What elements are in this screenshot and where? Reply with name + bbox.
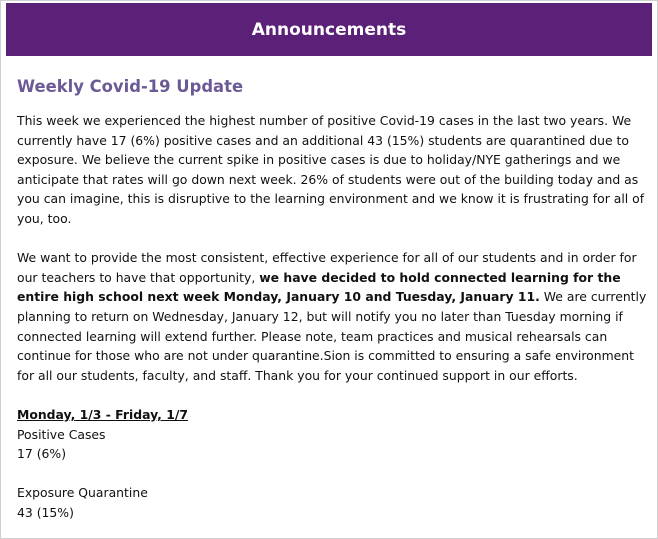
date-range: Monday, 1/3 - Friday, 1/7 [17, 406, 188, 422]
paragraph-2-start: We want to provide the most consistent, effective experience for all of our students and in order for our teachers to have that opportunity, [17, 250, 637, 285]
header-title: Announcements [251, 19, 407, 40]
positive-cases-value: 17 (6%) [17, 446, 67, 462]
update-title: Weekly Covid-19 Update [17, 77, 244, 96]
paragraph-spacer [17, 385, 647, 405]
paragraph-2-bold: we have decided to hold connected learning for the entire high school next week Monday, January 10 and Tuesday, January 11. [17, 269, 621, 305]
paragraph-2-end: We are currently planning to return on Wednesday, January 12, but will notify you no later than Tuesday morning if connected learning will extend further. Please note, team practices and musical rehearsals can continue for those who are not under quarantine.Sion is committed to ensuring a safe environment for all our students, faculty, and staff. Thank you for your continued support in our efforts. [17, 289, 647, 383]
paragraph-2 [17, 248, 647, 385]
paragraph-spacer [17, 229, 647, 249]
announcement-content [17, 75, 647, 522]
paragraph-1: This week we experienced the highest number of positive Covid-19 cases in the last two years. We currently have 17 (6%) positive cases and an additional 43 (15%) students are quarantined due to exposure. We believe the current spike in positive cases is due to holiday/NYE gatherings and we anticipate that rates will go down next week. 26% of students were out of the building today and as you can imagine, this is disruptive to the learning environment and we know it is frustrating for all of you, too. [17, 113, 645, 226]
positive-cases-label: Positive Cases [17, 426, 106, 442]
exposure-quarantine-value: 43 (15%) [17, 504, 74, 520]
announcements-header [6, 3, 652, 56]
exposure-quarantine-label: Exposure Quarantine [17, 485, 148, 501]
paragraph-spacer [17, 464, 647, 484]
